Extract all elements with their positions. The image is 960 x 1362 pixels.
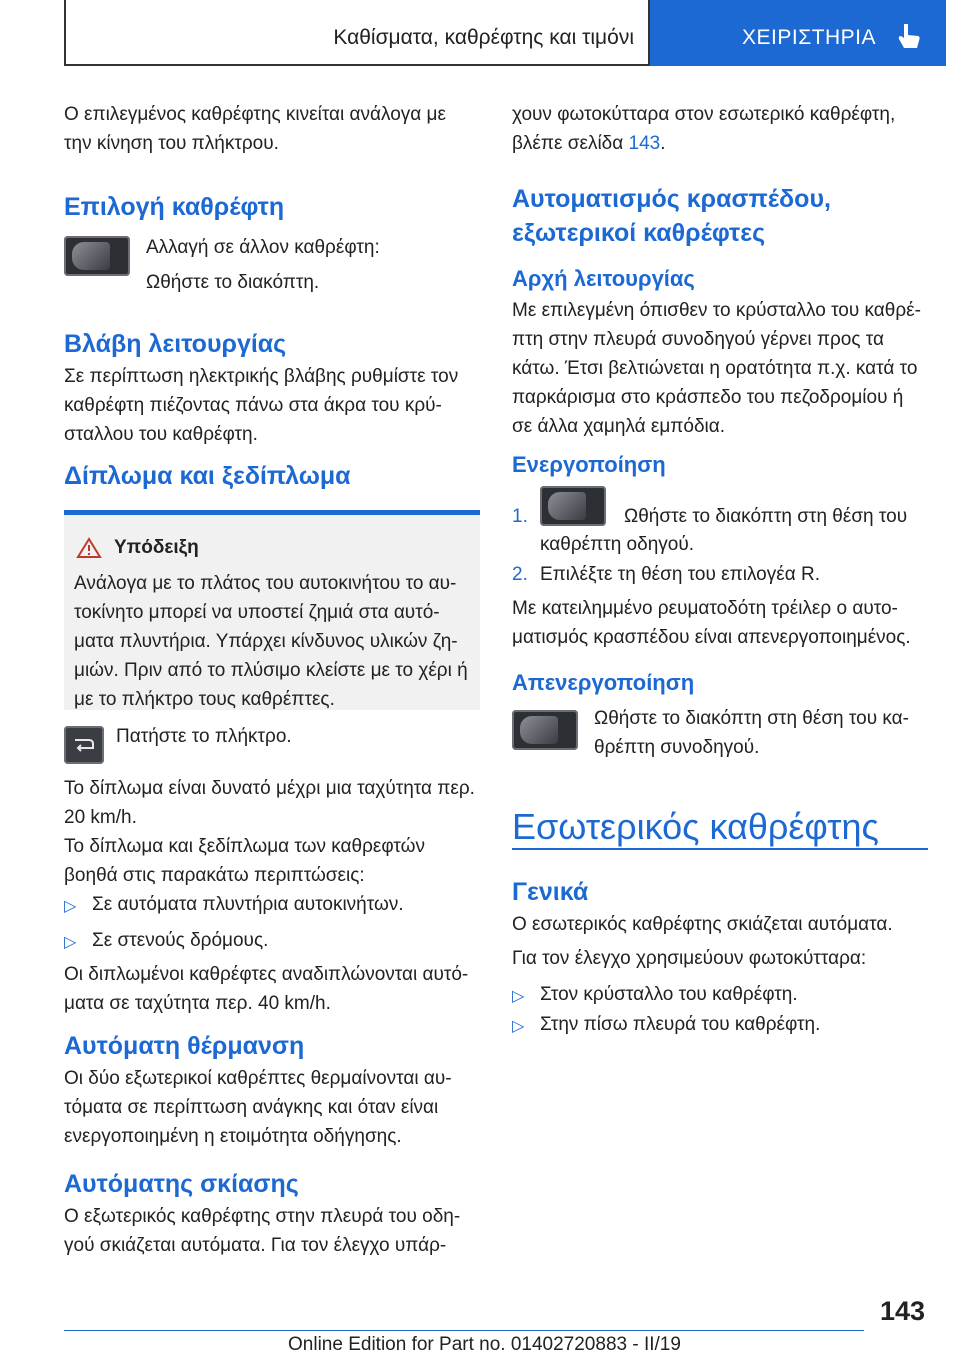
continued-paragraph: χουν φωτοκύτταρα στον εσωτερικό καθρέφτη, βλέπε σελίδα 143.: [512, 104, 896, 154]
bullet-marker: ▷: [512, 1018, 525, 1035]
press-key-text: Πατήστε το πλήκτρο.: [116, 726, 292, 747]
step-number: 2.: [512, 564, 528, 585]
header-section-tab[interactable]: [650, 0, 946, 66]
heading-principle: Αρχή λειτουργίας: [512, 266, 695, 291]
edition-info: Online Edition for Part no. 01402720883 - II/19: [288, 1334, 681, 1355]
general-text-1: Ο εσωτερικός καθρέφτης σκιάζεται αυτόματα.: [512, 914, 893, 935]
bullet-marker: ▷: [512, 988, 525, 1005]
general-bullet-glass: Στον κρύσταλλο του καθρέφτη.: [540, 984, 798, 1005]
note-title: Υπόδειξη: [114, 537, 199, 558]
heading-malfunction: Βλάβη λειτουργίας: [64, 330, 287, 358]
heading-deactivation: Απενεργοποίηση: [512, 670, 695, 695]
select-instruction: Αλλαγή σε άλλον καθρέφτη: Ωθήστε το διακόπτη.: [146, 237, 380, 293]
principle-paragraph: Με επιλεγμένη όπισθεν το κρύσταλλο του καθρέ- πτη στην πλευρά συνοδηγού γέρνει προς τα κάτω. Έτσι βελτιώνεται η ορατότητα π.χ. κατά το παρκάρισμα στο κράσπεδο του πεζοδρομίου ή σε άλλα χαμηλά εμπόδια.: [512, 300, 921, 437]
intro-paragraph: Ο επιλεγμένος καθρέφτης κινείται ανάλογα με την κίνηση του πλήκτρου.: [64, 104, 446, 154]
dimming-paragraph: Ο εξωτερικός καθρέφτης στην πλευρά του οδη- γού σκιάζεται αυτόματα. Για τον έλεγχο υπάρ-: [64, 1206, 461, 1256]
deactivation-text: Ωθήστε το διακόπτη στη θέση του κα- θρέπτη συνοδηγού.: [594, 708, 909, 758]
note-text: Ανάλογα με το πλάτος του αυτοκινήτου το αυ- τοκίνητο μπορεί να υποστεί ζημιά στα αυτό- ματα πλυντήρια. Υπάρχει κίνδυνος υλικών ζη- μιών. Πριν από το πλύσιμο κλείστε με το χέρι ή με το πλήκτρο τους καθρέπτες.: [74, 573, 468, 710]
section-tag: ΧΕΙΡΙΣΤΗΡΙΑ: [742, 26, 877, 49]
step2-text: Επιλέξτε τη θέση του επιλογέα R.: [540, 564, 820, 585]
heading-curb-automatic: Αυτοματισμός κρασπέδου, εξωτερικοί καθρέφτες: [512, 185, 831, 247]
mirror-switch-image: [64, 236, 130, 276]
heading-select-mirror: Επιλογή καθρέφτη: [64, 193, 285, 221]
trailer-paragraph: Με κατειλημμένο ρευματοδότη τρέιλερ ο αυτο- ματισμός κρασπέδου είναι απενεργοποιημένος.: [512, 598, 911, 648]
step1-text: Ωθήστε το διακόπτη στη θέση του: [624, 506, 908, 527]
page-number: 143: [880, 1296, 926, 1326]
mirror-switch-image: [512, 710, 578, 750]
fold-mirror-icon: [72, 736, 96, 754]
mirror-switch-image: [540, 486, 606, 526]
general-bullet-back: Στην πίσω πλευρά του καθρέφτη.: [540, 1014, 821, 1035]
step-number: 1.: [512, 506, 528, 527]
fold-bullet-carwash: Σε αυτόματα πλυντήρια αυτοκινήτων.: [92, 894, 404, 915]
page-reference-link[interactable]: 143: [628, 133, 661, 154]
heading-dimming: Αυτόματης σκίασης: [64, 1170, 299, 1198]
chapter-title: Καθίσματα, καθρέφτης και τιμόνι: [333, 26, 634, 49]
header-chapter-box: [64, 0, 650, 66]
heading-general: Γενικά: [512, 878, 589, 906]
heading-folding: Δίπλωμα και ξεδίπλωμα: [64, 462, 351, 490]
malfunction-paragraph: Σε περίπτωση ηλεκτρικής βλάβης ρυθμίστε τον καθρέφτη πιέζοντας πάνω στα άκρα του κρύ- σταλλου του καθρέφτη.: [64, 366, 459, 445]
heading-activation: Ενεργοποίηση: [512, 452, 666, 477]
section-divider: [512, 848, 928, 850]
heading-interior-mirror: Εσωτερικός καθρέφτης: [512, 806, 879, 847]
fold-cases-paragraph: Το δίπλωμα και ξεδίπλωμα των καθρεφτών βοηθά στις παρακάτω περιπτώσεις:: [64, 836, 425, 886]
bullet-marker: ▷: [64, 934, 77, 951]
warning-note-box: [64, 510, 480, 710]
fold-key-image: [64, 726, 104, 764]
heading-heating: Αυτόματη θέρμανση: [64, 1032, 305, 1060]
footer-rule: [64, 1330, 864, 1331]
hand-pointer-icon: [896, 22, 922, 50]
fold-speed-paragraph: Το δίπλωμα είναι δυνατό μέχρι μια ταχύτητα περ. 20 km/h.: [64, 778, 475, 828]
bullet-marker: ▷: [64, 898, 77, 915]
warning-triangle-icon: [76, 537, 102, 559]
step1-text-cont: καθρέπτη οδηγού.: [540, 534, 695, 555]
auto-unfold-paragraph: Οι διπλωμένοι καθρέφτες αναδιπλώνονται αυτό- ματα σε ταχύτητα περ. 40 km/h.: [64, 964, 469, 1014]
fold-bullet-narrow-roads: Σε στενούς δρόμους.: [92, 930, 269, 951]
heating-paragraph: Οι δύο εξωτερικοί καθρέπτες θερμαίνονται αυ- τόματα σε περίπτωση ανάγκης και όταν είναι ενεργοποιημένη η ετοιμότητα οδήγησης.: [64, 1068, 452, 1147]
general-text-2: Για τον έλεγχο χρησιμεύουν φωτοκύτταρα:: [512, 948, 867, 969]
